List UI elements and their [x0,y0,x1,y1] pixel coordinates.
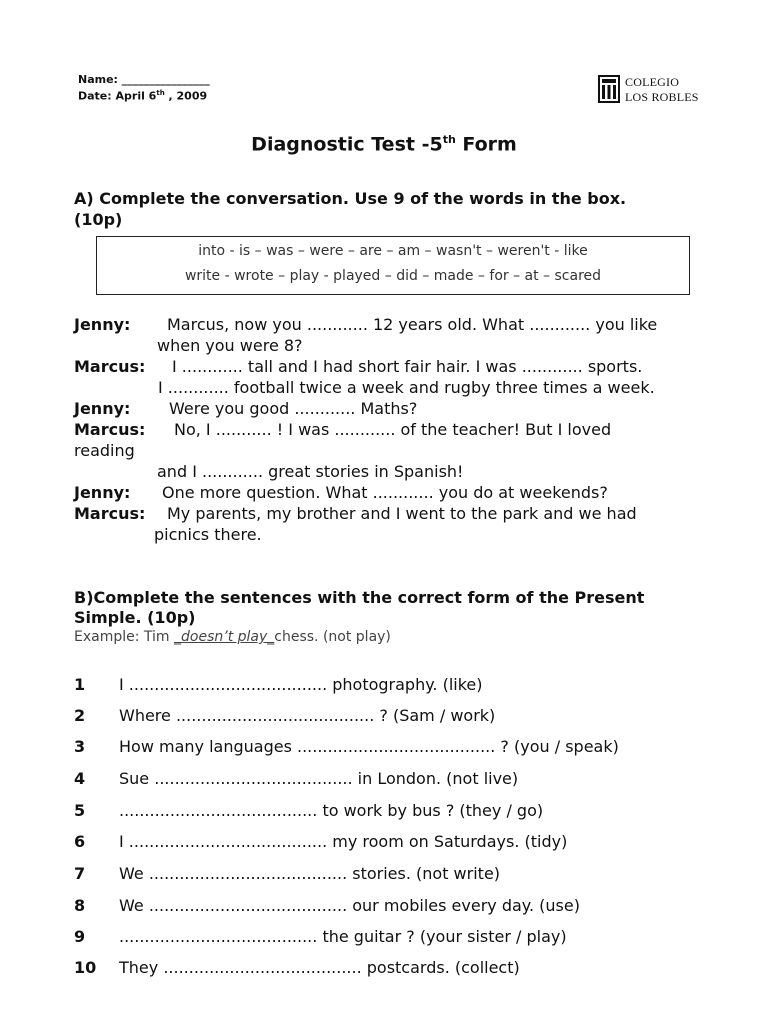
dialogue-line: when you were 8? [157,336,303,355]
word-box-line-2: write - wrote – play - played – did – made – for – at – scared [184,268,602,284]
section-b-heading: B)Complete the sentences with the correct form of the Present [74,588,645,607]
item-number: 10 [74,958,97,977]
sentence-item: Sue ....................................... in London. (not live) [119,769,519,788]
name-field-label: Name: ________________ [78,73,210,86]
dialogue-line: Jenny: Marcus, now you ............ 12 years old. What ............ you like [74,315,658,334]
dialogue-line: Marcus: I ............ tall and I had short fair hair. I was ............ sports. [74,357,643,376]
dialogue-line: I ............ football twice a week and rugby three times a week. [158,378,655,397]
dialogue-line: Marcus: My parents, my brother and I went to the park and we had [74,504,637,523]
sentence-item: I ....................................... my room on Saturdays. (tidy) [119,832,568,851]
item-number: 4 [74,769,86,788]
school-crest-icon [598,75,620,103]
sentence-item: Where ....................................... ? (Sam / work) [119,706,496,725]
dialogue-line: Marcus: No, I ........... ! I was ............ of the teacher! But I loved [74,420,612,439]
word-box-line-1: into - is – was – were – are – am – wasn't – weren't - like [198,243,588,259]
item-number: 7 [74,864,86,883]
item-number: 2 [74,706,86,725]
dialogue-line: and I ............ great stories in Spanish! [157,462,464,481]
example-sentence: Example: Tim _doesn’t play_chess. (not play) [74,629,391,645]
dialogue-line: Jenny: One more question. What ............ you do at weekends? [74,483,608,502]
section-a-points: (10p) [74,210,123,229]
item-number: 5 [74,801,86,820]
school-name-line2: LOS ROBLES [625,90,699,104]
page-title: Diagnostic Test -5th Form [251,133,517,156]
dialogue-line: Jenny: Were you good ............ Maths? [74,399,418,418]
word-box [96,236,690,295]
sentence-item: We ....................................... our mobiles every day. (use) [119,896,580,915]
sentence-item: How many languages ....................................... ? (you / speak) [119,737,619,756]
dialogue-line: picnics there. [154,525,262,544]
sentence-item: They ....................................... postcards. (collect) [119,958,520,977]
section-a-heading: A) Complete the conversation. Use 9 of the words in the box. [74,189,627,208]
date-label: Date: April 6th , 2009 [78,89,208,103]
sentence-item: I ....................................... photography. (like) [119,675,483,694]
item-number: 9 [74,927,86,946]
item-number: 6 [74,832,86,851]
item-number: 1 [74,675,86,694]
item-number: 8 [74,896,86,915]
school-name-line1: COLEGIO [625,75,680,89]
sentence-item: ....................................... to work by bus ? (they / go) [119,801,544,820]
dialogue-line: reading [74,441,135,460]
item-number: 3 [74,737,86,756]
sentence-item: ....................................... the guitar ? (your sister / play) [119,927,567,946]
sentence-item: We ....................................... stories. (not write) [119,864,501,883]
section-b-subheading: Simple. (10p) [74,608,196,627]
